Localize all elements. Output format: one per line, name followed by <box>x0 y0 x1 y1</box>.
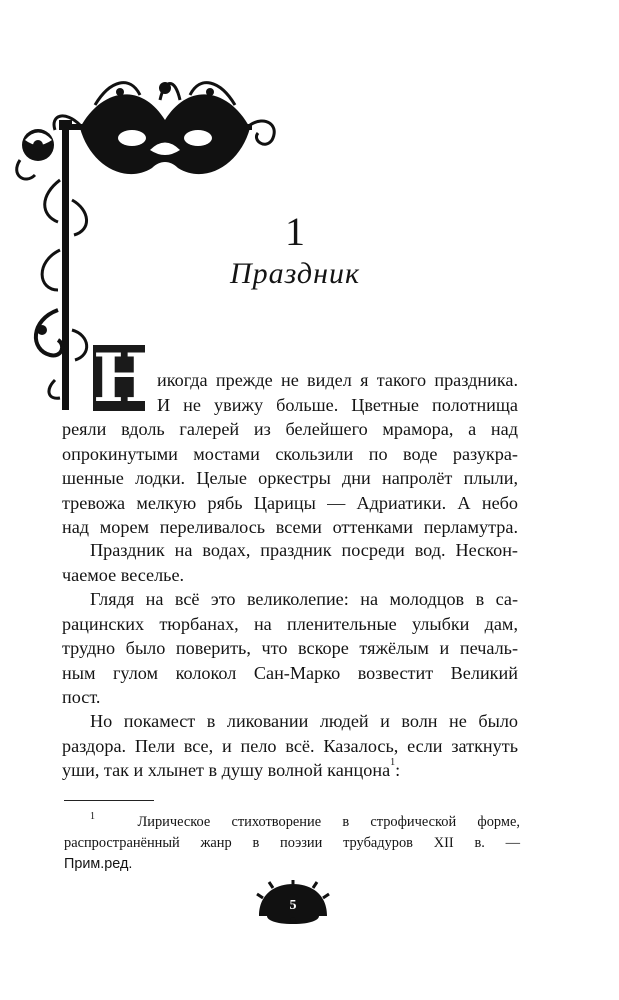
chapter-number: 1 <box>285 209 305 254</box>
chapter-title: Праздник <box>229 257 361 290</box>
text-line: тревожа мелкую рябь Царицы — Адриатики. А небо <box>62 492 518 513</box>
text-line: Праздник на водах, праздник посреди вод. Нескон- <box>90 540 518 560</box>
text-line: И не увижу больше. Цветные полотнища <box>157 394 518 415</box>
text-line: над морем переливалось всеми оттенками перламутра. <box>62 517 518 537</box>
footnote-line <box>64 812 520 833</box>
footnote-text: Лирическое стихотворение в строфической форме, <box>137 814 520 830</box>
footnote-line: Прим.ред. <box>64 856 133 872</box>
footnote-ref[interactable]: 1 <box>390 757 396 768</box>
text-span: : <box>395 760 401 780</box>
paragraph-2 <box>62 538 518 587</box>
text-line: Глядя на всё это великолепие: на молодцов в са- <box>90 589 518 609</box>
page-number: 5 <box>289 898 297 913</box>
footnote-line: распространённый жанр в поэзии трубадуров XII в. — <box>64 835 520 851</box>
text-line: пост. <box>62 687 101 707</box>
text-line: ным гулом колокол Сан-Марко возвестит Великий <box>62 662 518 683</box>
text-line: опрокинутыми мостами скользили по воде разукра- <box>62 443 518 464</box>
text-line: Но покамест в ликовании людей и волн не было <box>90 711 518 731</box>
text-line: шенные лодки. Целые оркестры дни напролёт плыли, <box>62 468 518 488</box>
text-line <box>62 758 518 783</box>
footnote <box>64 812 520 875</box>
footnote-divider <box>64 800 154 801</box>
text-line: икогда прежде не видел я такого праздника. <box>157 370 518 390</box>
text-span: уши, так и хлынет в душу волной канцона <box>62 760 391 780</box>
text-line: трудно было поверить, что вскоре тяжёлым и печаль- <box>62 638 518 658</box>
text-line: чаемое веселье. <box>62 564 185 585</box>
text-line: рацинских тюрбанах, на пленительные улыбки дам, <box>62 613 518 634</box>
paragraph-4 <box>62 709 518 783</box>
footnote-marker: 1 <box>90 811 95 822</box>
text-line: раздора. Пели все, и пело всё. Казалось, если заткнуть <box>62 735 518 756</box>
text-line: реяли вдоль галерей из белейшего мрамора, а над <box>62 419 518 439</box>
paragraph-1 <box>62 368 518 540</box>
drop-cap-letter: Н <box>93 339 156 417</box>
paragraph-3 <box>62 587 518 710</box>
